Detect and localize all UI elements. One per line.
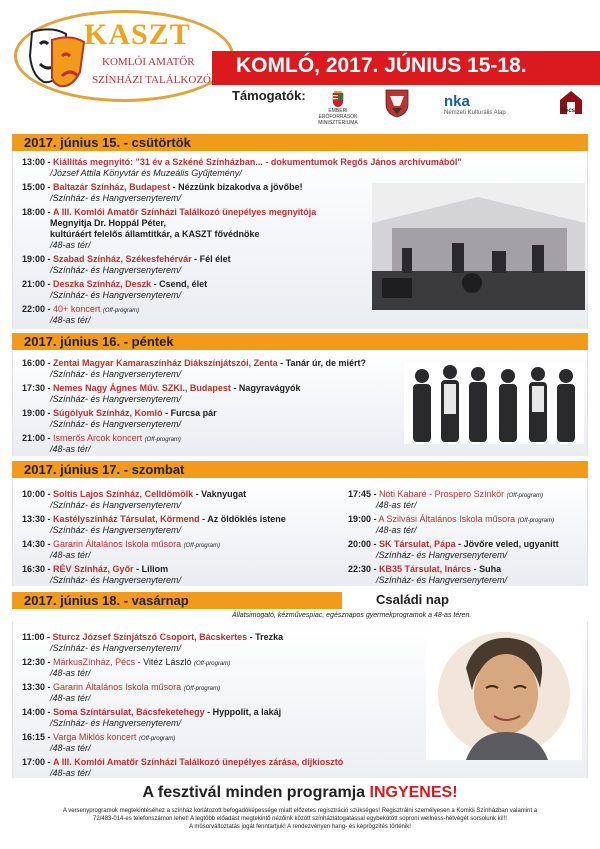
event-work: - Csend, élet — [153, 279, 208, 289]
event-time: 16:15 - — [22, 732, 51, 742]
family-day-note: Állatsimogató, kézművespiac, egésznapos gyermekprogramok a 48-as téren. — [232, 612, 472, 619]
day4-event-6-venue: /48-as tér/ — [50, 768, 91, 778]
day3-event-4 — [22, 564, 168, 575]
event-time: 13:30 - — [22, 682, 51, 692]
day1-event-3-venue: /48-as tér/ — [50, 240, 91, 250]
komlo-crest-icon — [384, 88, 410, 118]
day4-event-1-venue: /Színház- és Hangversenyterem/ — [50, 643, 182, 653]
day2-title: 2017. június 16. - péntek — [24, 334, 174, 349]
day3-event-8-venue: /Színház- és Hangversenyterem/ — [376, 575, 508, 585]
day3-event-1-venue: /Színház- és Hangversenyterem/ — [50, 500, 182, 510]
off-program-tag: (Off-program) — [183, 543, 220, 549]
event-work: - Az öldöklés istene — [202, 514, 286, 524]
family-day-title: Családi nap — [376, 592, 449, 607]
event-name: Nóti Kabaré - Prospero Színkör — [379, 489, 505, 499]
day2-header — [12, 333, 588, 350]
day1-event-2-venue: /Színház- és Hangversenyterem/ — [50, 193, 182, 203]
event-name: MárkusZínház, Pécs — [53, 657, 136, 667]
day1-event-1-venue: /József Attila Könyvtár és Muzeális Gyűjtemény/ — [50, 168, 242, 178]
day1-header — [12, 134, 588, 151]
event-name: Deszka Színház, Deszk — [53, 279, 152, 289]
event-time: 16:00 - — [22, 358, 51, 368]
sponsor-pecs — [554, 88, 588, 123]
event-work: - Fél élet — [194, 254, 231, 264]
free-prefix: A fesztivál minden programja — [142, 784, 366, 801]
event-work: - Nagyravágyók — [233, 383, 301, 393]
day4-event-5 — [22, 732, 175, 745]
day3-event-5-venue: /48-as tér/ — [376, 500, 417, 510]
event-name: KB35 Társulat, Inárcs — [379, 564, 472, 574]
off-program-tag: (Off-program) — [193, 661, 231, 667]
event-time: 20:00 - — [348, 539, 377, 549]
day1-event-1 — [22, 157, 462, 168]
day2-event-1 — [22, 358, 366, 369]
event-time: 21:00 - — [22, 279, 51, 289]
footer-notes — [20, 807, 580, 831]
event-work: - Furcsa pár — [165, 408, 217, 418]
event-time: 17:45 - — [348, 489, 377, 499]
day3-event-8 — [348, 564, 501, 575]
off-program-tag: (Off-program) — [506, 493, 543, 499]
day1-event-6-venue: /48-as tér/ — [50, 315, 91, 325]
event-work: - Jövőre veled, ugyanitt — [458, 539, 559, 549]
portrait-photo — [426, 628, 582, 760]
off-program-tag: (Off-program) — [183, 686, 220, 692]
event-name: A III. Komlói Amatőr Színházi Találkozó ünepélyes megnyitója — [53, 207, 317, 217]
sponsor-emmi — [318, 90, 358, 126]
day3-event-7-venue: /Színház- és Hangversenyterem/ — [376, 550, 508, 560]
day2-event-1-venue: /Színház- és Hangversenyterem/ — [50, 369, 182, 379]
event-name: Nemes Nagy Ágnes Műv. SZKI., Budapest — [53, 383, 231, 393]
event-name: Sturcz József Színjátszó Csoport, Bácskertes — [52, 632, 248, 642]
day2-event-3-venue: /Színház- és Hangversenyterem/ — [50, 419, 182, 429]
day3-event-4-venue: /Színház- és Hangversenyterem/ — [50, 575, 182, 585]
event-name: Soltis Lajos Színház, Celldömölk — [53, 489, 194, 499]
day4-event-6 — [22, 757, 343, 768]
day4-event-4-venue: /Színház- és Hangversenyterem/ — [50, 718, 182, 728]
event-work: - Suha — [473, 564, 502, 574]
event-name: Kiállítás megnyitó: "31 év a Szkéné Színházban... - dokumentumok Regős János archívumából" — [53, 157, 462, 167]
event-name: Baltazár Színház, Budapest — [53, 182, 171, 192]
event-time: 19:00 - — [22, 408, 51, 418]
event-name: Súgólyuk Színház, Komló — [53, 408, 163, 418]
stage-concert-illustration — [372, 183, 585, 310]
portrait-illustration — [426, 628, 582, 760]
day4-event-4 — [22, 707, 281, 718]
footer-line-1: A versenyprogramok megtekintéséhez a színház korlátozott befogadóképessége miatt előzetes regisztráció szükséges! Regisztrálni személyesen a Komlói Színházban valamint a — [62, 808, 538, 814]
day3-event-7 — [348, 539, 559, 550]
footer-line-3: A műsorváltoztatás jogát fenntartjuk! A rendezvényen hang- és képrögzítés történik! — [189, 824, 411, 830]
event-time: 18:00 - — [22, 207, 51, 217]
day4-title: 2017. június 18. - vasárnap — [24, 593, 189, 608]
free-admission-banner — [0, 784, 600, 802]
day1-title: 2017. június 15. - csütörtök — [24, 135, 191, 150]
emmi-caption: EMBERI ERŐFORRÁSOK MINISZTÉRIUMA — [318, 108, 358, 126]
event-time: 19:00 - — [348, 514, 377, 524]
event-time: 12:30 - — [22, 657, 51, 667]
off-program-tag: (Off-program) — [144, 437, 181, 443]
kaszt-logo — [14, 10, 234, 102]
event-work: - Vitéz László — [137, 657, 192, 667]
footer-line-2: 72/483-014-es telefonszámon lehet! A legtöbb előadást megtekintő nézőink között színházlátogatással egybekötött soproni wellness-hétvégét sorsolunk ki!!! — [93, 816, 507, 822]
day1-event-3-detail-2: kultúráért felelős államtitkár, a KASZT fővédnöke — [50, 229, 260, 239]
event-time: 10:00 - — [22, 489, 51, 499]
day2-event-4 — [22, 433, 181, 446]
day2-event-4-venue: /48-as tér/ — [50, 444, 91, 454]
sponsor-komlo-crest — [384, 88, 410, 123]
event-time: 15:00 - — [22, 182, 51, 192]
event-time: 13:00 - — [22, 157, 51, 167]
day4-event-3-venue: /48-as tér/ — [50, 693, 91, 703]
day2-event-3 — [22, 408, 217, 419]
event-name: RÉV Színház, Győr — [53, 564, 134, 574]
event-name: 40+ koncert — [53, 304, 101, 314]
event-work: - Trezka — [249, 632, 284, 642]
event-work: - Liliom — [136, 564, 169, 574]
sponsor-nka — [444, 94, 524, 117]
headline: KOMLÓ, 2017. JÚNIUS 15-18. — [236, 54, 527, 77]
day1-event-4 — [22, 254, 231, 265]
event-name: A III. Komlói Amatőr Színházi Találkozó ünepélyes zárása, díjkiosztó — [53, 757, 344, 767]
event-time: 11:00 - — [22, 632, 51, 642]
event-time: 17:00 - — [22, 757, 51, 767]
event-name: A Szilvási Általános Iskola műsora — [378, 514, 516, 524]
day3-event-3-venue: /48-as tér/ — [50, 550, 91, 560]
day4-event-1 — [22, 632, 283, 643]
event-time: 21:00 - — [22, 433, 51, 443]
off-program-tag: (Off-program) — [138, 736, 176, 742]
band-members-illustration — [404, 362, 584, 444]
event-work: - Hyppolit, a lakáj — [207, 707, 282, 717]
event-name: Zentai Magyar Kamaraszínház Diákszínjátszói, Zenta — [53, 358, 278, 368]
logo-wordmark: KASZT — [84, 18, 191, 51]
day3-event-6-venue: /48-as tér/ — [376, 525, 417, 535]
day4-header — [12, 592, 342, 609]
logo-subtitle-2: SZÍNHÁZI TALÁLKOZÓ — [92, 74, 211, 86]
event-name: Varga Miklós koncert — [53, 732, 137, 742]
off-program-tag: (Off-program) — [517, 518, 554, 524]
logo-subtitle-1: KOMLÓI AMATŐR — [102, 56, 195, 68]
pecs-label: Pécs — [561, 108, 576, 114]
event-time: 14:00 - — [22, 707, 51, 717]
nka-wordmark: nka — [444, 93, 470, 110]
day1-event-5 — [22, 279, 207, 290]
theatre-masks-icon — [26, 26, 86, 92]
nka-caption: Nemzeti Kulturális Alap — [444, 110, 506, 116]
day2-event-2-venue: /Színház- és Hangversenyterem/ — [50, 394, 182, 404]
day3-event-2-venue: /Színház- és Hangversenyterem/ — [50, 525, 182, 535]
event-name: Szabad Színház, Székesfehérvár — [53, 254, 192, 264]
day3-title: 2017. június 17. - szombat — [24, 462, 185, 477]
event-work: - Vaknyugat — [195, 489, 247, 499]
event-time: 13:30 - — [22, 514, 51, 524]
event-time: 16:30 - — [22, 564, 51, 574]
stage-concert-photo — [372, 183, 585, 310]
day1-event-3-detail-1: Megnyitja Dr. Hoppál Péter, — [50, 218, 167, 228]
day4-event-5-venue: /48-as tér/ — [50, 743, 91, 753]
event-name: SK Társulat, Pápa — [379, 539, 456, 549]
event-time: 22:00 - — [22, 304, 51, 314]
day1-event-3 — [22, 207, 316, 218]
day4-event-2-venue: /48-as tér/ — [50, 668, 91, 678]
event-time: 19:00 - — [22, 254, 51, 264]
event-work: - Nézzünk bizakodva a jövőbe! — [172, 182, 303, 192]
hungarian-coat-of-arms-icon — [330, 90, 346, 108]
event-name: Kastélyszínház Társulat, Körmend — [53, 514, 200, 524]
event-time: 22:30 - — [348, 564, 377, 574]
day3-event-2 — [22, 514, 286, 525]
day1-event-5-venue: /Színház- és Hangversenyterem/ — [50, 290, 182, 300]
event-time: 17:30 - — [22, 383, 51, 393]
event-name: Soma Színtársulat, Bácsfeketehegy — [53, 707, 205, 717]
day3-header — [12, 461, 588, 478]
off-program-tag: (Off-program) — [102, 308, 140, 314]
day1-event-2 — [22, 182, 303, 193]
event-name: Ismerős Arcok koncert — [53, 433, 143, 443]
day2-event-2 — [22, 383, 300, 394]
event-work: - Tanár úr, de miért? — [280, 358, 366, 368]
event-name: Gararin Általános Iskola műsora — [53, 539, 182, 549]
free-word: INGYENES! — [369, 784, 458, 801]
band-photo — [404, 362, 584, 444]
day1-event-4-venue: /Színház- és Hangversenyterem/ — [50, 265, 182, 275]
event-name: Gararin Általános Iskola műsora — [53, 682, 182, 692]
sponsors-label: Támogatók: — [232, 88, 306, 103]
day3-event-1 — [22, 489, 246, 500]
event-time: 14:30 - — [22, 539, 51, 549]
